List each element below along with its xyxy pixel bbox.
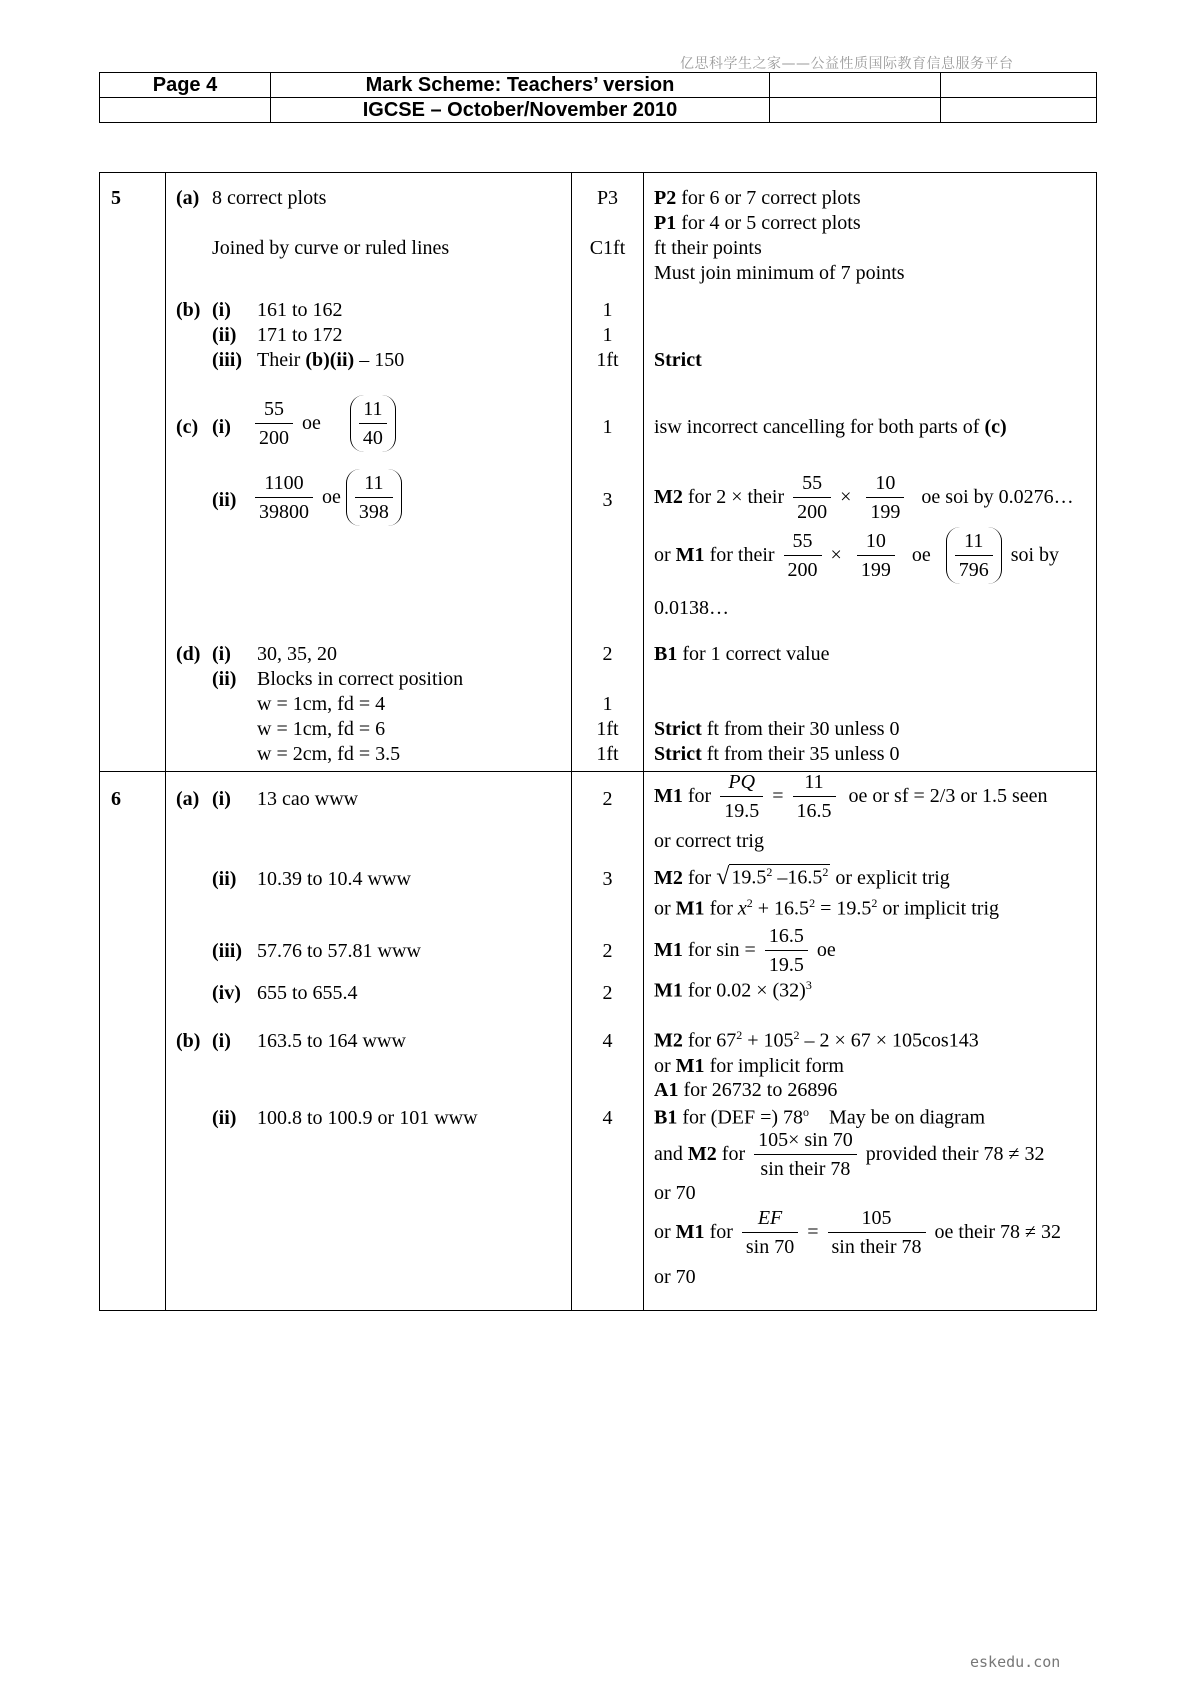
- mark: 2: [602, 788, 613, 810]
- mark: 3: [602, 868, 613, 890]
- subpart-label: (i): [212, 788, 231, 810]
- answer-text: 30, 35, 20: [257, 643, 337, 665]
- part-label: (b): [176, 299, 201, 321]
- mark: 1: [602, 324, 613, 346]
- mark: 1ft: [596, 718, 619, 740]
- mark-scheme-table: [99, 172, 1097, 1311]
- watermark: 亿思科学生之家——公益性质国际教育信息服务平台: [680, 56, 1014, 72]
- subpart-label: (iii): [212, 349, 242, 371]
- mark: 2: [602, 940, 613, 962]
- answer-fraction: $\frac{1100}{39800}$ oe $\frac{11}{398}$: [251, 469, 402, 526]
- guidance-note: or M1 for their $\frac{55}{200}$ × $\frac{10}{199}$ oe $\frac{11}{796}$ soi by: [654, 527, 1059, 584]
- answer-text: w = 1cm, fd = 6: [257, 718, 386, 740]
- guidance-note: ft their points: [654, 237, 762, 259]
- mark: 2: [602, 982, 613, 1004]
- part-label: (b): [176, 1030, 201, 1052]
- header-table: [99, 72, 1097, 123]
- answer-text: 100.8 to 100.9 or 101 www: [257, 1107, 478, 1129]
- guidance-note: M1 for $\frac{PQ}{19.5}$ = $\frac{11}{16.5}$ oe or sf = 2/3 or 1.5 seen: [654, 768, 1048, 825]
- subpart-label: (iv): [212, 982, 241, 1004]
- guidance-note: M2 for 2 × their $\frac{55}{200}$ × $\frac{10}{199}$ oe soi by 0.0276…: [654, 469, 1074, 526]
- subpart-label: (i): [212, 416, 231, 438]
- mark: 1: [602, 693, 613, 715]
- answer-text: 13 cao www: [257, 788, 359, 810]
- guidance-note: M2 for √ 19.5$^2$ –16.5$^2$ or explicit trig: [654, 864, 950, 890]
- header-empty-cell: [100, 98, 271, 123]
- answer-text: 655 to 655.4: [257, 982, 358, 1004]
- header-empty-cell: [941, 98, 1097, 123]
- answer-text: 163.5 to 164 www: [257, 1030, 406, 1052]
- guidance-note: or M1 for implicit form: [654, 1055, 844, 1077]
- guidance-note: P1 for 4 or 5 correct plots: [654, 212, 861, 234]
- guidance-note: Must join minimum of 7 points: [654, 262, 905, 284]
- subpart-label: (iii): [212, 940, 242, 962]
- answer-text: Blocks in correct position: [257, 668, 464, 690]
- mark: 1ft: [596, 743, 619, 765]
- answer-fraction: $\frac{55}{200}$ oe $\frac{11}{40}$: [251, 395, 396, 452]
- guidance-note: or correct trig: [654, 830, 764, 852]
- mark: 4: [602, 1107, 613, 1129]
- header-empty-cell: [770, 98, 941, 123]
- question-number: 5: [111, 187, 121, 209]
- subpart-label: (ii): [212, 668, 237, 690]
- guidance-note: Strict: [654, 349, 702, 371]
- part-label: (d): [176, 643, 201, 665]
- part-label: (c): [176, 416, 199, 438]
- answer-text: Joined by curve or ruled lines: [212, 237, 450, 259]
- subpart-label: (ii): [212, 1107, 237, 1129]
- guidance-note: isw incorrect cancelling for both parts of (c): [654, 416, 1007, 438]
- mark: 1ft: [596, 349, 619, 371]
- part-label: (a): [176, 187, 200, 209]
- part-label: (a): [176, 788, 200, 810]
- subpart-label: (i): [212, 1030, 231, 1052]
- header-empty-cell: [941, 73, 1097, 98]
- subpart-label: (i): [212, 643, 231, 665]
- guidance-note: M1 for $0.02 \times (32)^3$: [654, 978, 812, 1002]
- subpart-label: (ii): [212, 868, 237, 890]
- mark: 2: [602, 643, 613, 665]
- guidance-note: M1 for sin = $\frac{16.5}{19.5}$ oe: [654, 922, 836, 979]
- mark: P3: [596, 187, 619, 209]
- header-empty-cell: [770, 73, 941, 98]
- answer-text: w = 2cm, fd = 3.5: [257, 743, 401, 765]
- mark: C1ft: [589, 237, 626, 259]
- answer-text: 57.76 to 57.81 www: [257, 940, 421, 962]
- mark: 1: [602, 416, 613, 438]
- guidance-note: 0.0138…: [654, 597, 729, 619]
- guidance-note: B1 for 1 correct value: [654, 643, 830, 665]
- guidance-note: B1 for (DEF =) 78$^o$ May be on diagram: [654, 1105, 986, 1129]
- guidance-note: or M1 for $x^2 + 16.5^2 = 19.5^2$ or implicit trig: [654, 896, 999, 920]
- footer-watermark: eskedu.con: [970, 1653, 1061, 1671]
- guidance-note: or M1 for $\frac{EF}{\sin 70}$ = $\frac{105}{\text{sin their 78}}$ oe their 78 ≠ 32: [654, 1204, 1061, 1261]
- guidance-note: Strict ft from their 30 unless 0: [654, 718, 900, 740]
- guidance-note: or 70: [654, 1182, 696, 1204]
- answer-text: Their (b)(ii) – 150: [257, 349, 405, 371]
- mark: 4: [602, 1030, 613, 1052]
- subpart-label: (ii): [212, 489, 237, 511]
- question-6-row: [100, 772, 1097, 1311]
- page-number: Page 4: [100, 73, 271, 98]
- guidance-note: A1 for 26732 to 26896: [654, 1079, 838, 1101]
- exam-session: IGCSE – October/November 2010: [271, 98, 770, 123]
- mark: 3: [602, 489, 613, 511]
- guidance-note: Strict ft from their 35 unless 0: [654, 743, 900, 765]
- guidance-note: or 70: [654, 1266, 696, 1288]
- answer-text: 8 correct plots: [212, 187, 327, 209]
- answer-text: 161 to 162: [257, 299, 343, 321]
- answer-text: 171 to 172: [257, 324, 343, 346]
- guidance-note: M2 for $67^2 + 105^2 - 2 \times 67 \times 105\cos 143$: [654, 1028, 979, 1052]
- document-title: Mark Scheme: Teachers’ version: [271, 73, 770, 98]
- guidance-note: P2 for 6 or 7 correct plots: [654, 187, 861, 209]
- question-number: 6: [111, 788, 121, 810]
- answer-text: w = 1cm, fd = 4: [257, 693, 386, 715]
- subpart-label: (ii): [212, 324, 237, 346]
- subpart-label: (i): [212, 299, 231, 321]
- question-5-row: [100, 173, 1097, 772]
- answer-text: 10.39 to 10.4 www: [257, 868, 411, 890]
- guidance-note: and M2 for $\frac{105\times \sin 70}{\text{sin their 78}}$ provided their 78 ≠ 32: [654, 1126, 1044, 1183]
- mark: 1: [602, 299, 613, 321]
